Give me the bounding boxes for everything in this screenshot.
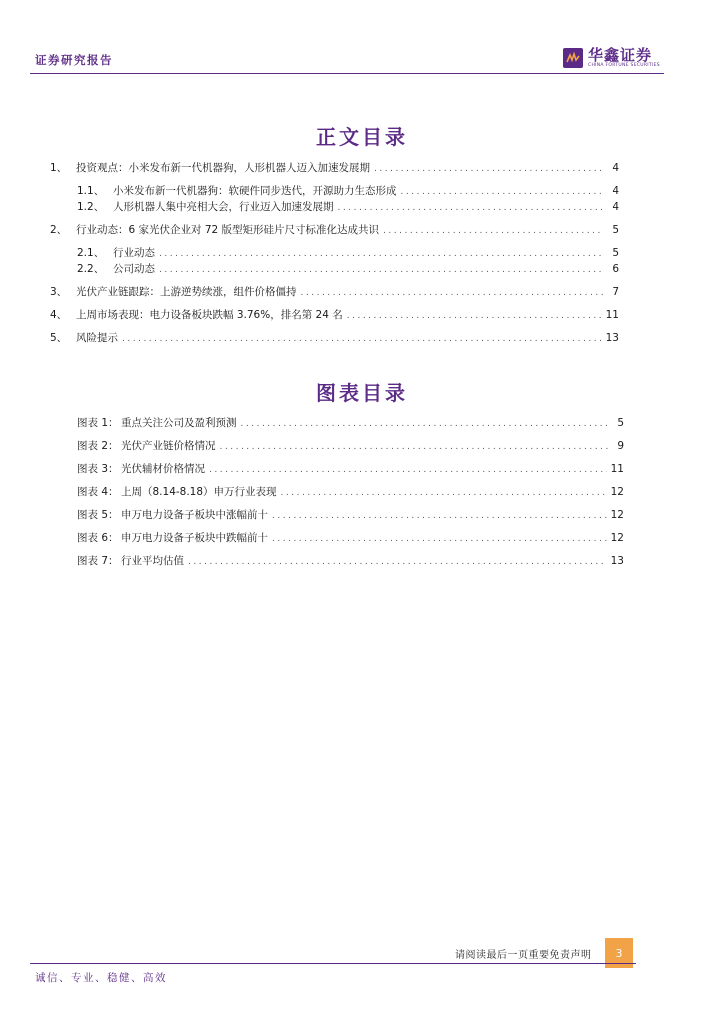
figure-entry-page: 12 — [610, 532, 624, 544]
figure-entry-title: 光伏辅材价格情况 — [121, 463, 205, 475]
toc-entry-title: 公司动态 — [113, 263, 155, 275]
toc-entry[interactable] — [50, 221, 619, 239]
leader-dots — [347, 307, 602, 325]
toc-title: 正文目录 — [316, 125, 408, 149]
report-type-label: 证券研究报告 — [35, 53, 113, 67]
figure-entry-page: 12 — [610, 509, 624, 521]
figure-entry[interactable] — [77, 506, 624, 524]
figure-entry-number: 图表 5： — [77, 509, 119, 521]
leader-dots — [188, 553, 607, 571]
figure-entry[interactable] — [77, 460, 624, 478]
toc-entry-number: 2.1、 — [77, 247, 105, 259]
page-number-badge: 3 — [605, 938, 633, 968]
toc-entry-number: 5、 — [50, 332, 68, 344]
figure-list-title: 图表目录 — [316, 381, 408, 405]
toc-entry-number: 1.2、 — [77, 201, 105, 213]
toc-entry-title: 行业动态：6 家光伏企业对 72 版型矩形硅片尺寸标准化达成共识 — [76, 224, 380, 236]
toc-entry[interactable] — [50, 329, 619, 347]
toc-entry-page: 13 — [605, 332, 619, 344]
leader-dots — [272, 530, 607, 548]
figure-entry-title: 申万电力设备子板块中涨幅前十 — [121, 509, 268, 521]
figure-entry[interactable] — [77, 529, 624, 547]
figure-entry-number: 图表 4： — [77, 486, 119, 498]
toc-entry[interactable] — [77, 260, 619, 278]
toc-entry-number: 2、 — [50, 224, 68, 236]
leader-dots — [159, 261, 603, 279]
leader-dots — [383, 222, 603, 240]
figure-entry-title: 光伏产业链价格情况 — [121, 440, 216, 452]
figure-entry-page: 9 — [617, 440, 624, 452]
toc-entry-title: 投资观点：小米发布新一代机器狗，人形机器人迈入加速发展期 — [76, 162, 370, 174]
toc-entry-page: 5 — [612, 224, 619, 236]
figure-entry[interactable] — [77, 483, 624, 501]
figure-entry[interactable] — [77, 437, 624, 455]
leader-dots — [220, 438, 609, 456]
footer-divider — [30, 963, 636, 964]
logo-icon — [563, 48, 583, 68]
toc-entry-number: 4、 — [50, 309, 68, 321]
leader-dots — [301, 284, 604, 302]
figure-entry-number: 图表 1： — [77, 417, 119, 429]
toc-entry-page: 6 — [612, 263, 619, 275]
leader-dots — [272, 507, 607, 525]
toc-entry[interactable] — [50, 283, 619, 301]
toc-entry-page: 4 — [612, 185, 619, 197]
figure-entry-title: 申万电力设备子板块中跌幅前十 — [121, 532, 268, 544]
figure-entry-number: 图表 7： — [77, 555, 119, 567]
figure-entry-page: 5 — [617, 417, 624, 429]
toc-entry[interactable] — [50, 159, 619, 177]
toc-entry-number: 1.1、 — [77, 185, 105, 197]
toc-entry[interactable] — [77, 198, 619, 216]
company-logo — [563, 47, 660, 71]
leader-dots — [281, 484, 607, 502]
leader-dots — [338, 199, 604, 217]
leader-dots — [122, 330, 602, 348]
leader-dots — [241, 415, 609, 433]
toc-entry-page: 5 — [612, 247, 619, 259]
toc-entry-page: 11 — [605, 309, 619, 321]
toc-entry-number: 3、 — [50, 286, 68, 298]
disclaimer-note: 请阅读最后一页重要免责声明 — [455, 950, 592, 961]
leader-dots — [209, 461, 607, 479]
figure-entry-page: 12 — [610, 486, 624, 498]
toc-entry-number: 2.2、 — [77, 263, 105, 275]
toc-entry-title: 风险提示 — [76, 332, 118, 344]
figure-entry-number: 图表 3： — [77, 463, 119, 475]
figure-entry-title: 行业平均估值 — [121, 555, 184, 567]
toc-entry-page: 4 — [612, 201, 619, 213]
figure-entry-page: 11 — [610, 463, 624, 475]
header-divider — [30, 73, 664, 74]
figure-entry-number: 图表 6： — [77, 532, 119, 544]
toc-entry[interactable] — [50, 306, 619, 324]
figure-entry-title: 上周（8.14-8.18）申万行业表现 — [121, 486, 277, 498]
toc-entry-title: 人形机器人集中亮相大会，行业迈入加速发展期 — [113, 201, 334, 213]
leader-dots — [374, 160, 603, 178]
figure-entry-number: 图表 2： — [77, 440, 119, 452]
company-slogan: 诚信、专业、稳健、高效 — [35, 972, 167, 984]
toc-entry-page: 7 — [612, 286, 619, 298]
toc-entry-page: 4 — [612, 162, 619, 174]
figure-entry[interactable] — [77, 552, 624, 570]
figure-entry[interactable] — [77, 414, 624, 432]
logo-chinese-name: 华鑫证券 — [588, 46, 653, 64]
toc-entry-title: 小米发布新一代机器狗：软硬件同步迭代，开源助力生态形成 — [113, 185, 397, 197]
toc-entry-title: 光伏产业链跟踪：上游逆势续涨，组件价格僵持 — [76, 286, 297, 298]
figure-entry-title: 重点关注公司及盈利预测 — [121, 417, 237, 429]
logo-english-name: CHINA FORTUNE SECURITIES — [588, 63, 660, 68]
figure-entry-page: 13 — [610, 555, 624, 567]
toc-entry-title: 上周市场表现：电力设备板块跌幅 3.76%，排名第 24 名 — [76, 309, 343, 321]
toc-entry-title: 行业动态 — [113, 247, 155, 259]
toc-entry-number: 1、 — [50, 162, 68, 174]
